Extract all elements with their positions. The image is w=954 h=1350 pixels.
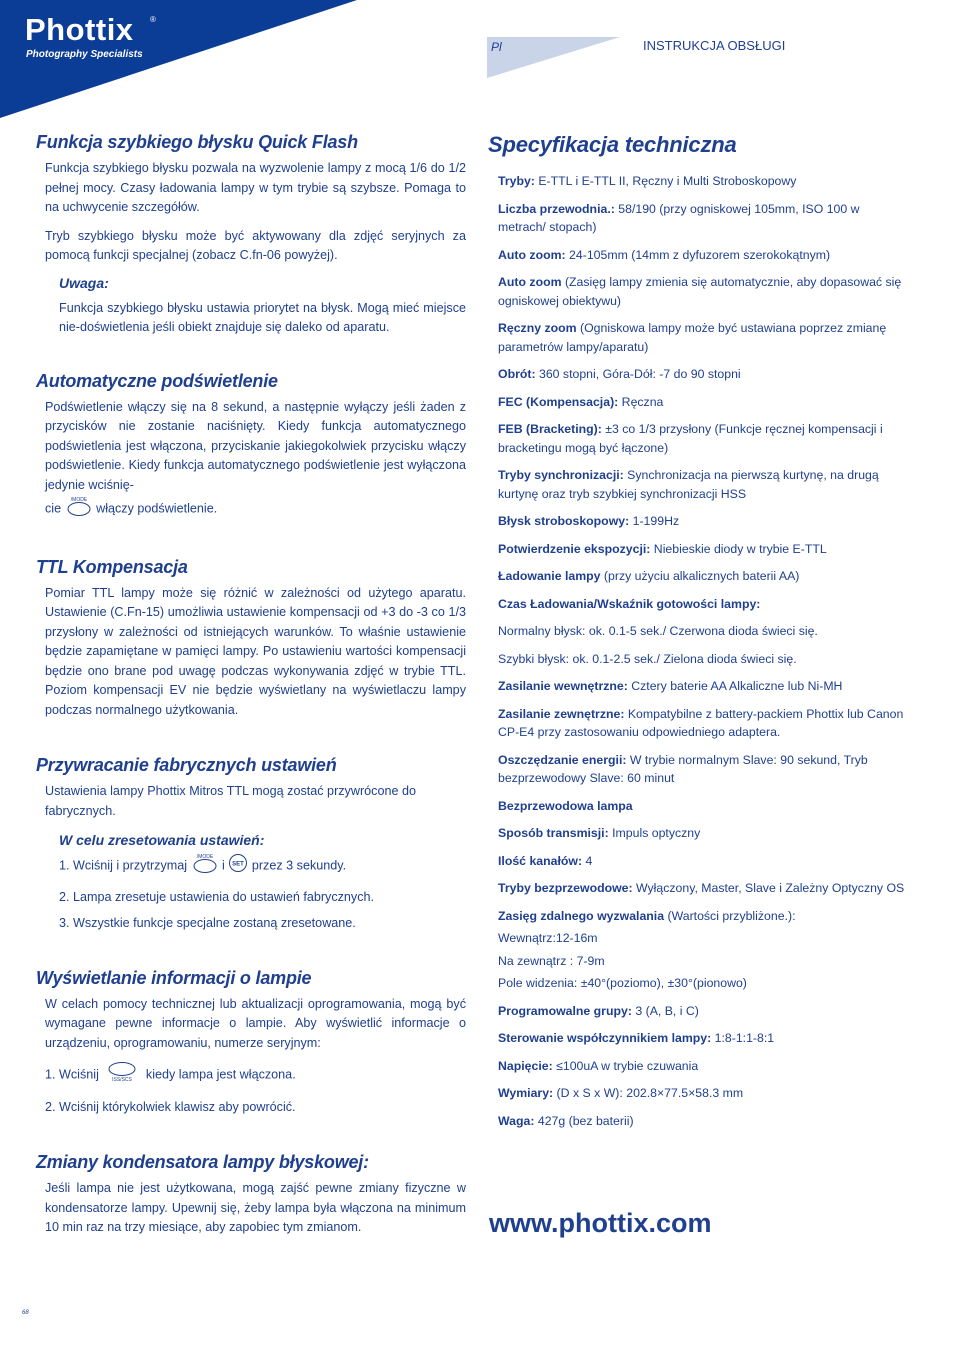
spec-row [498, 751, 910, 788]
spec-value: E-TTL i E-TTL II, Ręczny i Multi Stroboskopowy [534, 174, 797, 188]
reset-step-1-text-b: i [222, 858, 225, 873]
spec-key: Programowalne grupy: [498, 1003, 632, 1018]
spec-value: Wyłączony, Master, Slave i Zależny Optyczny OS [632, 881, 905, 895]
spec-row [498, 420, 910, 457]
brand-logo: Phottix [25, 12, 134, 47]
section-title-quick-flash: Funkcja szybkiego błysku Quick Flash [36, 132, 358, 152]
spec-key: Auto zoom [498, 275, 562, 289]
spec-value: Synchronizacja na pierwszą kurtynę, na drugą kurtynę oraz tryb szybkiej synchronizacji HSS [498, 468, 879, 501]
spec-row [498, 1029, 910, 1048]
spec-value: Impuls optyczny [608, 826, 701, 840]
spec-key: Ręczny zoom [498, 321, 577, 335]
page-number: 68 [22, 1310, 29, 1316]
spec-value: ≤100uA w trybie czuwania [552, 1058, 699, 1073]
spec-value: 360 stopni, Góra-Dół: -7 do 90 stopni [535, 367, 741, 381]
spec-value: (Wartości przybliżone.): [664, 908, 796, 923]
info-step-1 [45, 1060, 466, 1091]
info-paragraph: W celach pomocy technicznej lub aktualizacji oprogramowania, mogą być wymagane pewne informacje o lampie. Aby wyświetlić informacje o urządzeniu, oprogramowaniu, numerze seryjnym: [45, 996, 466, 1050]
spec-key: Auto zoom: [498, 247, 566, 262]
backlight-text-end-b: włączy podświetlenie. [96, 501, 218, 516]
spec-key: Liczba przewodnia.: [498, 201, 615, 216]
spec-row [498, 365, 910, 384]
spec-value: Cztery baterie AA Alkaliczne lub Ni-MH [627, 679, 843, 693]
spec-key: Ilość kanałów: [498, 853, 583, 868]
spec-value: 3 (A, B, i C) [631, 1003, 699, 1018]
spec-value: Kompatybilne z battery-packiem Phottix lub Canon CP-E4 przy zastosowaniu odpowiedniego adaptera. [498, 706, 904, 739]
quick-flash-paragraph-2: Tryb szybkiego błysku może być aktywowany dla zdjęć seryjnych za pomocą funkcji specjalnej (zobacz C.fn-06 powyżej). [45, 228, 466, 262]
section-title-ttl: TTL Kompensacja [36, 556, 188, 577]
spec-key: FEB (Bracketing): [498, 422, 602, 436]
registered-mark: ® [150, 15, 156, 24]
spec-key: Wymiary: [498, 1086, 554, 1100]
spec-key: Tryby bezprzewodowe: [498, 881, 633, 895]
spec-key: Tryby synchronizacji: [498, 468, 624, 482]
spec-row [498, 824, 910, 843]
spec-value: (przy użyciu alkalicznych baterii AA) [600, 569, 800, 583]
iss-label: ISS/SCS [112, 1077, 133, 1083]
spec-value: 58/190 (przy ogniskowej 105mm, ISO 100 w metrach/ stopach) [498, 201, 860, 234]
spec-row [498, 512, 910, 531]
reset-step-3: 3. Wszystkie funkcje specjalne zostaną zresetowane. [59, 916, 356, 930]
mode-label: /MODE [70, 497, 87, 503]
spec-value: Niebieskie diody w trybie E-TTL [650, 541, 827, 556]
reset-step-1-text-a: 1. Wciśnij i przytrzymaj [59, 858, 188, 873]
spec-row [498, 907, 910, 926]
spec-row [498, 879, 910, 898]
spec-row [498, 200, 910, 237]
spec-key: Zasilanie wewnętrzne: [498, 679, 628, 693]
info-step-1-text-a: 1. Wciśnij [45, 1067, 99, 1082]
spec-row [498, 1057, 910, 1076]
spec-value: (D x S x W): 202.8×77.5×58.3 mm [553, 1086, 744, 1100]
spec-value: Szybki błysk: ok. 0.1-2.5 sek./ Zielona dioda świeci się. [498, 651, 797, 666]
section-title-info: Wyświetlanie informacji o lampie [36, 967, 312, 988]
note-title: Uwaga: [59, 274, 109, 291]
spec-row [498, 1002, 910, 1021]
section-title-capacitor: Zmiany kondensatora lampy błyskowej: [36, 1152, 369, 1172]
iss-button-icon [102, 1060, 142, 1091]
reset-paragraph: Ustawienia lampy Phottix Mitros TTL mogą zostać przywrócone do fabrycznych. [45, 784, 416, 818]
spec-value: Na zewnątrz : 7-9m [498, 953, 605, 968]
spec-row [498, 677, 910, 696]
spec-key: Obrót: [498, 367, 536, 381]
document-title: INSTRUKCJA OBSŁUGI [643, 38, 786, 53]
section-title-reset: Przywracanie fabrycznych ustawień [36, 755, 337, 775]
left-column [36, 132, 466, 1238]
spec-value: W trybie normalnym Slave: 90 sekund, Tryb bezprzewodowy Slave: 60 minut [498, 752, 868, 785]
spec-value: ±3 co 1/3 przysłony (Funkcje ręcznej kompensacji i bracketingu mogą być łączone) [498, 422, 883, 455]
reset-step-1-text-c: przez 3 sekundy. [251, 858, 347, 873]
spec-value: (Ogniskowa lampy może być ustawiana poprzez zmianę parametrów lampy/aparatu) [498, 321, 887, 354]
spec-value: Normalny błysk: ok. 0.1-5 sek./ Czerwona dioda świeci się. [498, 624, 818, 638]
spec-key: Błysk stroboskopowy: [498, 514, 630, 528]
spec-key: Waga: [498, 1113, 535, 1128]
reset-subtitle: W celu zresetowania ustawień: [59, 832, 265, 848]
spec-row [498, 567, 910, 586]
reset-step-1 [59, 852, 466, 881]
note-text: Funkcja szybkiego błysku ustawia priorytet na błysk. Mogą mieć miejsce nie-doświetlenia jeśli obiekt znajduje się daleko od aparatu. [59, 300, 466, 334]
spec-key: Zasilanie zewnętrzne: [498, 706, 625, 721]
spec-value: Pole widzenia: ±40°(poziomo), ±30°(pionowo) [498, 976, 747, 990]
spec-key: Czas Ładowania/Wskaźnik gotowości lampy: [498, 596, 761, 611]
spec-key: Sterowanie współczynnikiem lampy: [498, 1031, 712, 1045]
language-code: Pl [491, 40, 502, 54]
spec-key: Sposób transmisji: [498, 826, 609, 840]
spec-row [498, 466, 910, 503]
spec-title: Specyfikacja techniczna [488, 132, 737, 157]
spec-row [498, 797, 910, 816]
header-band [0, 0, 954, 120]
spec-row [498, 1084, 910, 1103]
backlight-text: Podświetlenie włączy się na 8 sekund, a następnie wyłączy jeśli żaden z przycisków nie zostanie naciśnięty. Kiedy funkcja automatycznego podświetlenia jest włączona, przyciskanie jakiegokolwiek przycisku włączy podświetlenie. Kiedy funkcja automatycznego podświetlenie jest wyłączona jedynie wciśnię- [45, 399, 466, 492]
set-button-icon [228, 853, 248, 880]
reset-step-2: 2. Lampa zresetuje ustawienia do ustawień fabrycznych. [59, 889, 375, 904]
spec-value: 1-199Hz [629, 514, 680, 528]
spec-key: Oszczędzanie energii: [498, 752, 627, 767]
section-title-backlight: Automatyczne podświetlenie [36, 370, 278, 391]
spec-row [498, 974, 910, 993]
spec-key: Bezprzewodowa lampa [498, 798, 633, 813]
spec-key: Tryby: [498, 174, 535, 188]
spec-row [498, 1112, 910, 1131]
spec-row [498, 246, 910, 265]
spec-row [498, 705, 910, 742]
info-step-2: 2. Wciśnij którykolwiek klawisz aby powrócić. [45, 1099, 296, 1114]
spec-value: 1:8-1:1-8:1 [711, 1031, 775, 1045]
spec-row [498, 273, 910, 310]
ttl-paragraph: Pomiar TTL lampy może się różnić w zależności od użytego aparatu. Ustawienie (C.Fn-15) umożliwia ustawienie kompensacji od +3 do -3 co 1/3 przysłony w zależności od istniejących warunków. To właśnie ustawienie będzie zapamiętane w pamięci lampy. Po ustawieniu wartości kompensacji będzie ono brane pod uwagę podczas wykonywania zdjęć w trybie TTL. Poziom kompensacji EV nie będzie wyświetlany na wyświetlaczu lampy podczas normalnego użytkowania. [45, 585, 466, 717]
spec-row [498, 172, 910, 191]
mode-button-icon [65, 495, 93, 524]
spec-row [498, 595, 910, 614]
backlight-text-end-a: cie [45, 501, 62, 516]
brand-tagline: Photography Specialists [26, 49, 143, 60]
spec-value: Wewnątrz:12-16m [498, 931, 598, 945]
spec-list [498, 172, 910, 1130]
spec-row [498, 852, 910, 871]
spec-key: Potwierdzenie ekspozycji: [498, 541, 651, 556]
spec-key: FEC (Kompensacja): [498, 394, 619, 409]
spec-key: Ładowanie lampy [498, 569, 601, 583]
spec-row [498, 929, 910, 948]
spec-row [498, 393, 910, 412]
set-label: SET [232, 861, 245, 868]
mode-button-icon [191, 852, 219, 881]
website-url[interactable]: www.phottix.com [489, 1208, 712, 1238]
spec-row [498, 540, 910, 559]
mode-label: /MODE [196, 854, 213, 860]
info-step-1-text-b: kiedy lampa jest włączona. [145, 1067, 296, 1082]
spec-value: 24-105mm (14mm z dyfuzorem szerokokątnym) [565, 247, 831, 262]
right-column [488, 132, 910, 1139]
spec-row [498, 622, 910, 641]
spec-value: (Zasięg lampy zmienia się automatycznie, aby dopasować się ogniskowej obiektywu) [498, 275, 902, 308]
backlight-paragraph [45, 398, 466, 524]
quick-flash-paragraph-1: Funkcja szybkiego błysku pozwala na wyzwolenie lampy z mocą 1/6 do 1/2 pełnej mocy. Czasy ładowania lampy w tym trybie są szybsze. Pomaga to na uchwycenie szczegółów. [45, 161, 466, 214]
spec-row [498, 952, 910, 971]
spec-key: Napięcie: [498, 1058, 553, 1073]
spec-row [498, 650, 910, 669]
spec-key: Zasięg zdalnego wyzwalania [498, 908, 665, 923]
capacitor-paragraph: Jeśli lampa nie jest użytkowana, mogą zajść pewne zmiany fizyczne w kondensatorze lampy. Upewnij się, żeby lampa była włączona na minimum 10 min raz na trzy miesiące, aby zapobiec tym zmianom. [45, 1181, 466, 1234]
spec-value: 427g (bez baterii) [534, 1113, 634, 1128]
spec-value: 4 [582, 853, 593, 868]
spec-value: Ręczna [618, 394, 664, 409]
spec-row [498, 319, 910, 356]
